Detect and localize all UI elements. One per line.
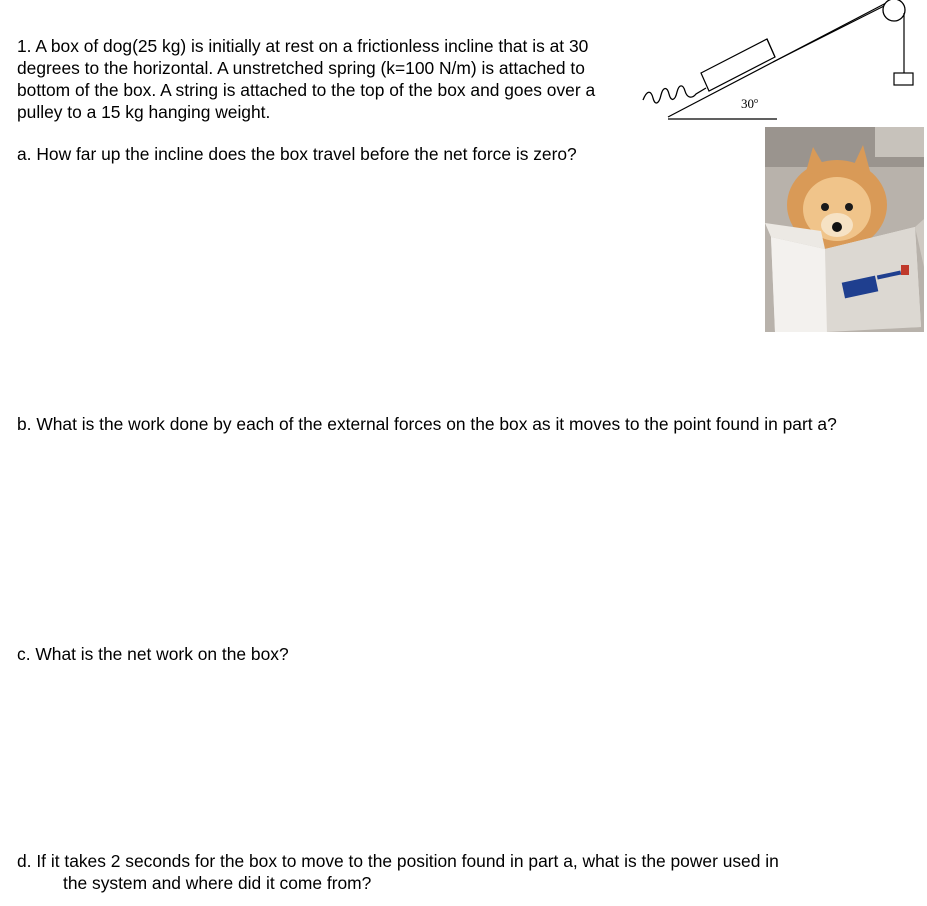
question-c: c. What is the net work on the box? <box>17 644 289 664</box>
dog-eye-left <box>821 203 829 211</box>
incline-pulley-diagram <box>640 0 927 125</box>
problem-statement: 1. A box of dog(25 kg) is initially at rest on a frictionless incline that is at 30 degrees to the horizontal. A unstretched spring (k=100 N/m) is attached to bottom of the box. A string is attached to the top of the box and goes over a pulley to a 15 kg hanging weight. <box>17 36 596 122</box>
question-b: b. What is the work done by each of the external forces on the box as it moves to the point found in part a? <box>17 414 837 434</box>
question-a: a. How far up the incline does the box travel before the net force is zero? <box>17 144 577 164</box>
question-d <box>17 850 897 894</box>
pulley <box>883 0 905 21</box>
dog-eye-right <box>845 203 853 211</box>
dog-nose <box>832 222 842 232</box>
question-d-line1: d. If it takes 2 seconds for the box to move to the position found in part a, what is the power used in <box>17 851 779 871</box>
question-d-line2: the system and where did it come from? <box>63 873 372 893</box>
box-on-incline <box>701 39 775 91</box>
dog-in-box-photo <box>765 127 924 332</box>
angle-label: 30$^o$ <box>741 96 758 111</box>
spring <box>643 86 706 103</box>
string-line <box>773 2 892 62</box>
hanging-weight <box>894 73 913 85</box>
